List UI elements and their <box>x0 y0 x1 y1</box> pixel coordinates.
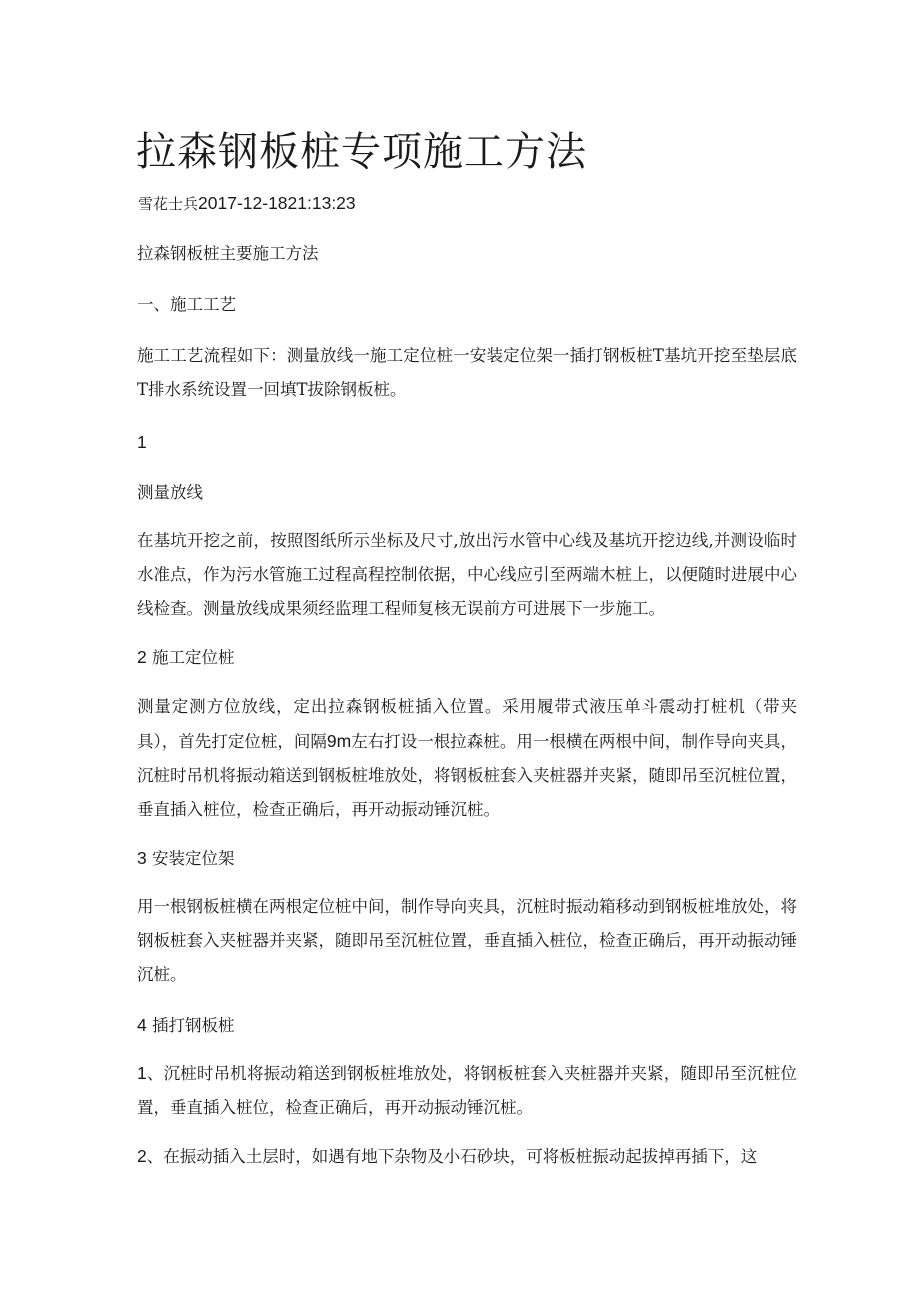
step-2-title: 施工定位桩 <box>151 648 235 667</box>
step-2-heading <box>137 640 797 675</box>
step-4-number: 4 <box>137 1015 147 1035</box>
step-3-body: 用一根钢板桩横在两根定位桩中间，制作导向夹具，沉桩时振动箱移动到钢板桩堆放处，将钢板桩套入夹桩器并夹紧，随即吊至沉桩位置，垂直插入桩位，检查正确后，再开动振动锤沉桩。 <box>137 897 797 984</box>
process-flow-paragraph: 施工工艺流程如下：测量放线一施工定位桩一安装定位架一插打钢板桩T基坑开挖至垫层底T排水系统设置一回填T拔除钢板桩。 <box>137 346 797 399</box>
step-4-title: 插打钢板桩 <box>151 1016 235 1035</box>
item-1-number: 1 <box>137 1063 147 1083</box>
item-2-number: 2 <box>137 1146 147 1166</box>
step-3-heading <box>137 841 797 876</box>
list-item <box>137 1056 797 1125</box>
step-2-body <box>137 690 797 827</box>
item-2-body: 、在振动插入土层时，如遇有地下杂物及小石砂块，可将板桩振动起拔掉再插下，这 <box>146 1147 758 1166</box>
step-2-body-part-a: 测量定测方位放线，定出拉森钢板桩插入位置。采用履带式液压单斗震动打桩机（带夹具），首先打定位桩，间隔 <box>137 697 797 751</box>
step-2-body-distance: 9m <box>326 731 352 751</box>
step-number <box>137 425 797 460</box>
step-1-number: 1 <box>137 432 147 452</box>
article-meta <box>138 192 356 215</box>
step-3-number: 3 <box>137 848 147 868</box>
step-1-body: 在基坑开挖之前，按照图纸所示坐标及尺寸,放出污水管中心线及基坑开挖边线,并测设临时水准点，作为污水管施工过程高程控制依据，中心线应引至两端木桩上，以便随时进展中心线检查。测量放线成果须经监理工程师复核无误前方可进展下一步施工。 <box>137 531 797 618</box>
step-2-body-part-b: 左右打设一根拉森桩。用一根横在两根中间，制作导向夹具，沉桩时吊机将振动箱送到钢板桩堆放处，将钢板桩套入夹桩器并夹紧，随即吊至沉桩位置，垂直插入桩位，检查正确后，再开动振动锤沉桩。 <box>137 732 798 819</box>
article-subtitle: 拉森钢板桩主要施工方法 <box>137 244 319 263</box>
list-item <box>137 1139 797 1174</box>
step-4-heading <box>137 1008 797 1043</box>
step-2-number: 2 <box>137 647 147 667</box>
page-title: 拉森钢板桩专项施工方法 <box>136 129 587 175</box>
step-1-title: 测量放线 <box>137 483 203 502</box>
section-heading: 一、施工工艺 <box>137 295 236 314</box>
step-3-title: 安装定位架 <box>151 849 235 868</box>
author-name: 雪花士兵 <box>138 195 199 213</box>
publish-datetime: 2017-12-1821:13:23 <box>198 193 356 213</box>
item-1-body: 、沉桩时吊机将振动箱送到钢板桩堆放处，将钢板桩套入夹桩器并夹紧，随即吊至沉桩位置，垂直插入桩位，检查正确后，再开动振动锤沉桩。 <box>137 1064 797 1117</box>
